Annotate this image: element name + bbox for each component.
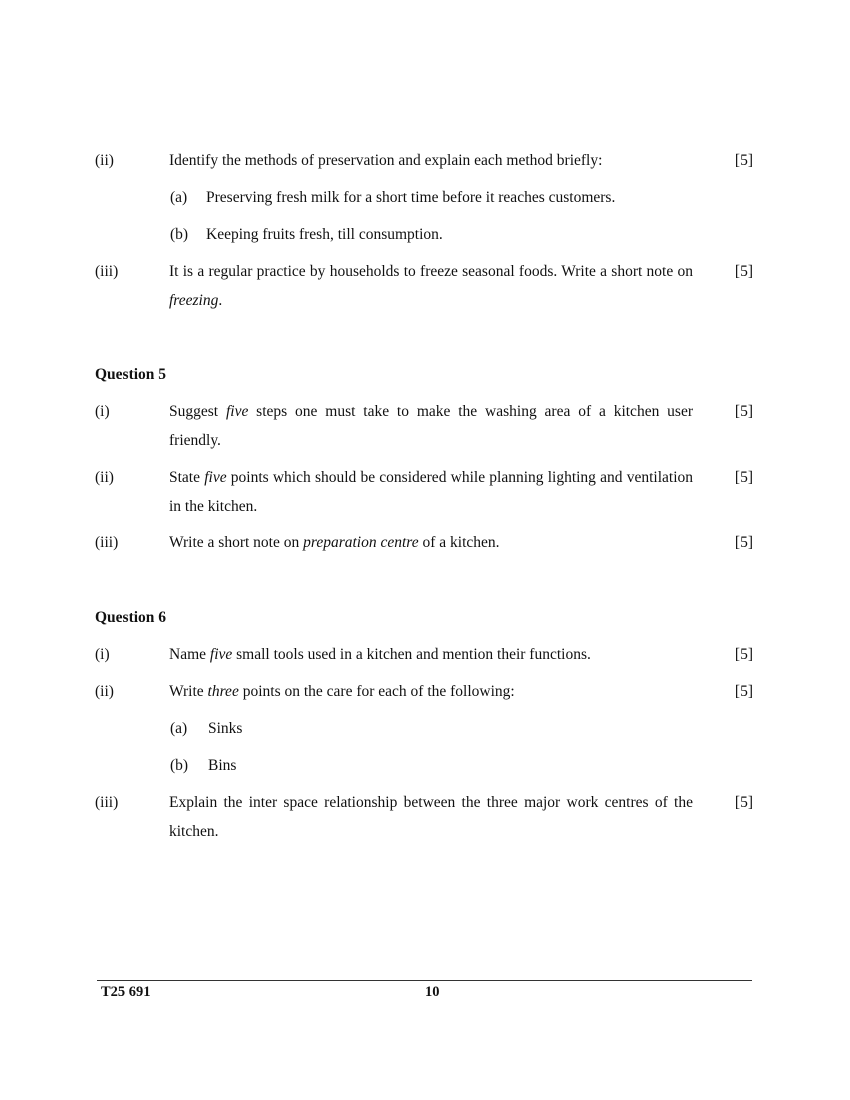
- item-number: (ii): [95, 152, 114, 169]
- subpart-label: (a): [170, 189, 188, 206]
- item-marks: [5]: [734, 263, 753, 280]
- item-number: (iii): [95, 263, 119, 280]
- item-marks: [5]: [734, 469, 753, 486]
- item-text: Suggest five steps one must take to make the washing area of a kitchen user friendly.: [169, 403, 693, 449]
- item-marks: [5]: [734, 403, 753, 420]
- item-number: (ii): [95, 683, 114, 700]
- subpart-text: Keeping fruits fresh, till consumption.: [206, 226, 443, 243]
- item-text: State five points which should be considered while planning lighting and ventilation in the kitchen.: [169, 469, 693, 515]
- item-text: Identify the methods of preservation and explain each method briefly:: [169, 152, 603, 169]
- item-marks: [5]: [734, 683, 753, 700]
- question-6-heading: Question 6: [95, 609, 167, 626]
- item-number: (i): [95, 646, 110, 663]
- subpart-text: Bins: [208, 757, 237, 774]
- item-number: (iii): [95, 794, 119, 811]
- page-number: 10: [425, 984, 440, 1000]
- item-text: Write three points on the care for each of the following:: [169, 683, 515, 700]
- item-text: Write a short note on preparation centre of a kitchen.: [169, 534, 500, 551]
- question-5-heading: Question 5: [95, 366, 167, 383]
- paper-code: T25 691: [101, 984, 151, 1000]
- subpart-label: (b): [170, 226, 189, 243]
- item-text: Name five small tools used in a kitchen and mention their functions.: [169, 646, 591, 663]
- item-number: (i): [95, 403, 110, 420]
- subpart-label: (b): [170, 757, 189, 774]
- subpart-label: (a): [170, 720, 188, 737]
- item-marks: [5]: [734, 646, 753, 663]
- item-text: It is a regular practice by households to freeze seasonal foods. Write a short note on freezing.: [169, 263, 693, 309]
- item-marks: [5]: [734, 534, 753, 551]
- item-marks: [5]: [734, 794, 753, 811]
- subpart-text: Sinks: [208, 720, 243, 737]
- item-marks: [5]: [734, 152, 753, 169]
- subpart-text: Preserving fresh milk for a short time before it reaches customers.: [206, 189, 616, 206]
- item-number: (ii): [95, 469, 114, 486]
- item-text: Explain the inter space relationship between the three major work centres of the kitchen.: [169, 794, 693, 840]
- item-number: (iii): [95, 534, 119, 551]
